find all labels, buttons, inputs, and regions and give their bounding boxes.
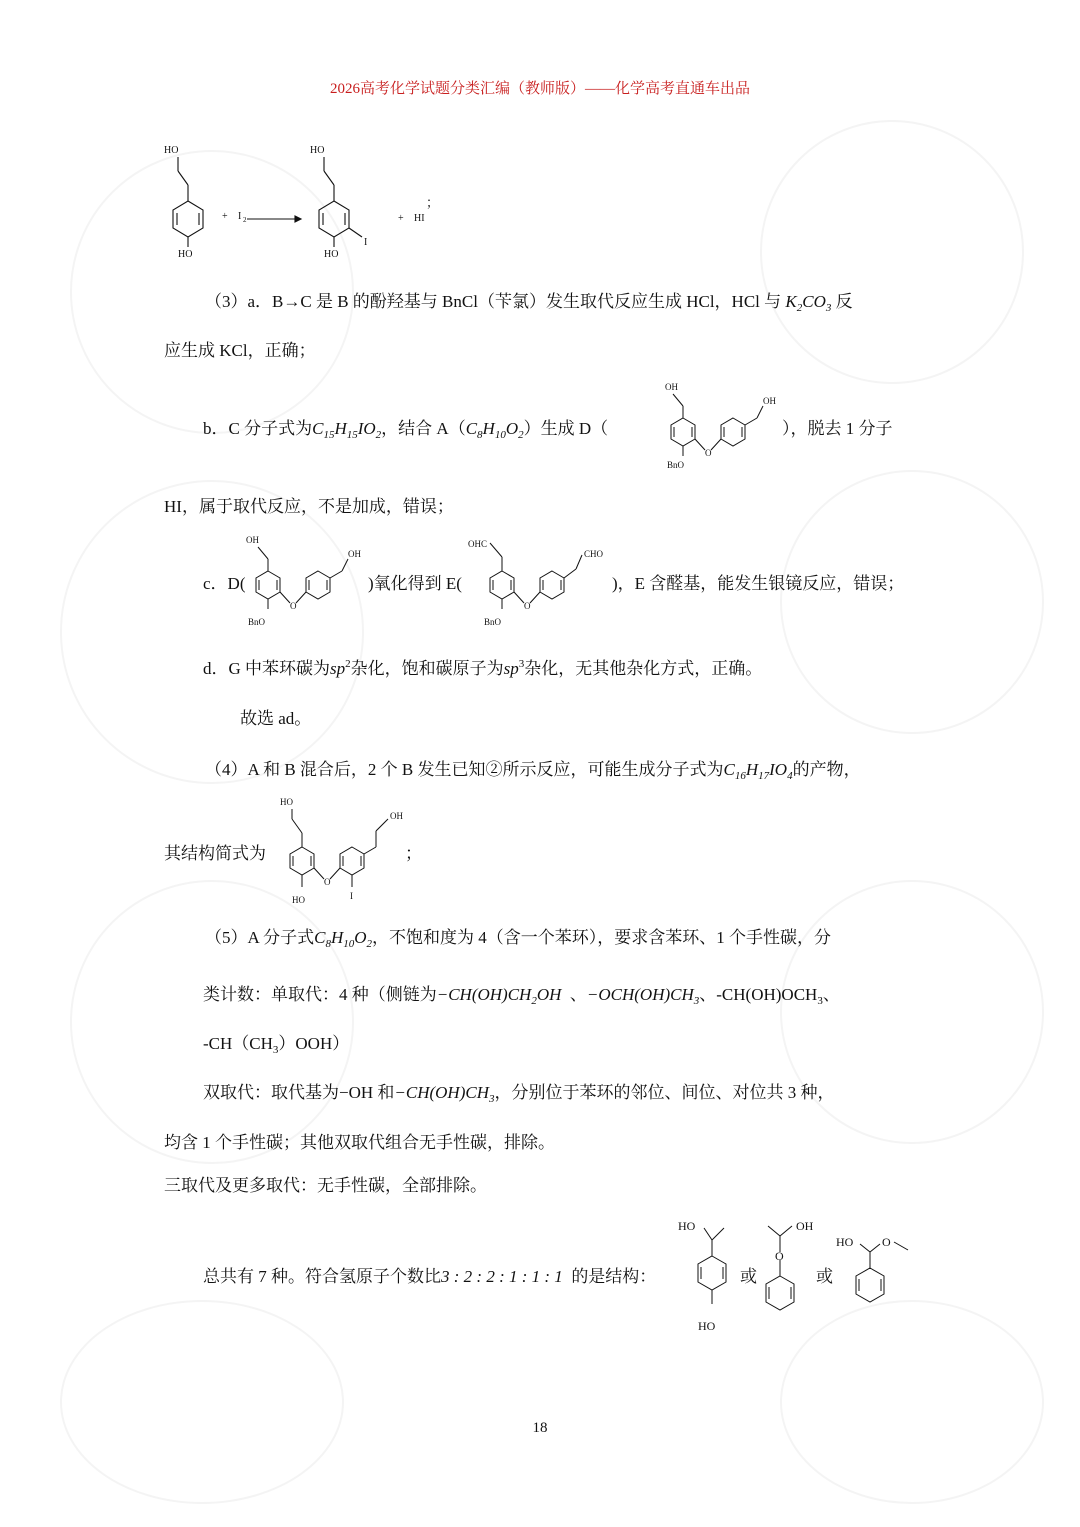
p4-text: （4）A 和 B 混合后，2 个 B 发生已知②所示反应，可能生成分子式为 (205, 760, 724, 779)
formula-k: K (785, 292, 797, 311)
p4-line2: 其结构简式为 (164, 844, 266, 863)
p3d-pre: d．G 中苯环碳为 (203, 659, 331, 678)
sp-sup: 2 (345, 658, 351, 670)
p3b-end: ），脱去 1 分子 (782, 419, 893, 438)
formula-h: H (334, 419, 347, 438)
reaction-i2: I (238, 211, 242, 222)
watermark-circle (60, 1300, 344, 1504)
ho-label: HO (698, 1319, 716, 1333)
answer-structure-1 (676, 1212, 746, 1337)
chain2 (586, 985, 700, 1007)
formula-io: IO (357, 419, 376, 438)
chain4 (394, 1083, 495, 1105)
k2co3-formula (785, 292, 832, 314)
p3c-pre: c．D( (203, 574, 246, 593)
chain-text: -CH（CH (203, 1034, 273, 1053)
h-ratio: 3 : 2 : 2 : 1 : 1 : 1 (441, 1267, 563, 1286)
p5-line4-end: ，分别位于苯环的邻位、间位、对位共 3 种， (494, 1083, 835, 1102)
oh-label: OH (665, 382, 678, 392)
p3a-line2: 应生成 KCl，正确； (164, 341, 316, 360)
formula-sub: 15 (346, 429, 358, 441)
formula-sub: 2 (796, 302, 803, 314)
formula-c: C (723, 760, 735, 779)
formula-c: C (314, 928, 326, 947)
formula-sub: 3 (489, 1093, 495, 1105)
watermark-circle (780, 880, 1044, 1144)
structure-e (466, 533, 616, 633)
p3b-mid: ，结合 A（ (381, 419, 466, 438)
formula-sub: 2 (531, 995, 537, 1007)
sp-label: sp (503, 659, 519, 678)
reaction-i-label: I (364, 237, 368, 248)
reaction-ho-label: HO (324, 249, 339, 260)
formula-sub: 16 (734, 770, 746, 782)
p5-line2 (203, 984, 840, 1006)
p3-answer: 故选 ad。 (240, 709, 312, 728)
p3a-text: （3）a．B→C 是 B 的酚羟基与 BnCl（苄氯）发生取代反应生成 HCl，HCl 与 (205, 292, 782, 311)
p3b-pre: b．C 分子式为 (203, 419, 313, 438)
p4-line1 (205, 759, 861, 781)
formula-c: C (312, 419, 324, 438)
a-formula (465, 419, 524, 441)
formula-sub: 10 (343, 938, 355, 950)
formula-sub: 2 (375, 429, 382, 441)
formula-sub: 8 (477, 429, 483, 441)
p5-line7-end: 的是结构： (571, 1267, 657, 1286)
p5-line3 (203, 1033, 349, 1055)
p5-line5: 均含 1 个手性碳；其他双取代组合无手性碳，排除。 (164, 1133, 555, 1152)
formula-c: C (465, 419, 478, 438)
formula-sub: 3 (693, 995, 700, 1007)
o-label: O (324, 877, 331, 887)
p5-line6: 三取代及更多取代：无手性碳，全部排除。 (164, 1176, 487, 1195)
reaction-plus: + (222, 211, 228, 222)
p3d-end: 杂化，无其他杂化方式，正确。 (524, 659, 763, 678)
chain-text: ）OOH） (278, 1034, 350, 1053)
p5-line2-pre: 类计数：单取代：4 种（侧链为 (203, 985, 437, 1004)
p3d-mid: 杂化，饱和碳原子为 (350, 659, 504, 678)
formula-sub: 3 (272, 1044, 279, 1056)
or-label: 或 (740, 1267, 757, 1286)
reaction-ho-label: HO (164, 145, 179, 156)
formula-sub: 2 (518, 429, 524, 441)
p5-line7-text: 总共有 7 种。符合氢原子个数比 (203, 1267, 441, 1286)
structure-d-small (655, 380, 785, 480)
reaction-i2-sub: 2 (243, 216, 247, 224)
oh-label: OH (348, 549, 361, 559)
p3c-end: )，E 含醛基，能发生银镜反应，错误； (612, 574, 905, 593)
p3c-mid: )氧化得到 E( (368, 574, 462, 593)
formula-h: H (745, 760, 759, 779)
chain-text: −CH(OH)CH (394, 1083, 489, 1102)
oh-label: OH (246, 535, 259, 545)
reaction-scheme (150, 135, 450, 265)
o-label: O (775, 1249, 784, 1263)
formula-o: O (505, 419, 519, 438)
sp-label: sp (330, 659, 346, 678)
p5-end: ，不饱和度为 4（含一个苯环），要求含苯环、1 个手性碳，分 (372, 928, 831, 947)
chain-text: −CH(OH)CH (436, 985, 532, 1004)
separator: 、 (569, 985, 587, 1004)
chain-text: −OCH(OH)CH (586, 985, 694, 1004)
reaction-plus: + (398, 213, 404, 224)
formula-sub: 15 (323, 429, 335, 441)
ohc-label: OHC (468, 539, 488, 549)
reaction-ho-label: HO (178, 249, 193, 260)
sp-sup: 3 (518, 658, 525, 670)
chain-text: OH (536, 985, 562, 1004)
p3a-end: 反 (835, 292, 853, 311)
chain3 (699, 985, 840, 1007)
p5-line4-pre: 双取代：取代基为−OH 和 (203, 1083, 395, 1102)
formula-co: CO (802, 292, 826, 311)
ho-label: HO (836, 1235, 854, 1249)
watermark-circle (760, 120, 1024, 384)
page-number: 18 (532, 1420, 548, 1436)
cho-label: CHO (584, 549, 604, 559)
formula-io: IO (769, 760, 788, 779)
or-label: 或 (816, 1267, 833, 1286)
chain-text: 、-CH(OH)OCH (699, 985, 818, 1004)
p5-line4 (203, 1082, 835, 1104)
p3a-line1 (205, 291, 853, 313)
a-formula (314, 928, 372, 950)
ho-label: HO (678, 1219, 696, 1233)
oh-label: OH (390, 811, 403, 821)
formula-sub: 3 (817, 995, 823, 1007)
ho-label: HO (292, 895, 305, 905)
oh-label: OH (796, 1219, 814, 1233)
formula-sub: 4 (787, 770, 793, 782)
bno-label: BnO (248, 617, 266, 627)
o-label: O (882, 1235, 891, 1249)
formula-sub: 8 (325, 938, 331, 950)
formula-sub: 3 (825, 302, 832, 314)
formula-sub: 2 (366, 938, 372, 950)
formula-o: O (354, 928, 367, 947)
p5-line1 (205, 927, 831, 949)
product-formula (723, 760, 793, 782)
formula-sub: 10 (494, 429, 506, 441)
page-header: 2026高考化学试题分类汇编（教师版）——化学高考直通车出品 (329, 81, 750, 97)
chain1 (436, 985, 562, 1007)
answer-structure-3 (836, 1230, 926, 1325)
ho-label: HO (280, 797, 293, 807)
bno-label: BnO (484, 617, 502, 627)
p3b-mid2: ）生成 D（ (523, 419, 609, 438)
p3b-line2: HI，属于取代反应，不是加成，错误； (164, 497, 454, 516)
p5-pre: （5）A 分子式 (205, 928, 315, 947)
p5-line7 (203, 1266, 656, 1288)
watermark-circle (70, 880, 354, 1164)
reaction-hi: HI (414, 213, 425, 224)
c-formula (312, 419, 382, 441)
formula-h: H (330, 928, 344, 947)
oh-label: OH (763, 396, 776, 406)
structure-product (280, 795, 420, 910)
o-label: O (524, 601, 531, 611)
reaction-ho-label: HO (310, 145, 325, 156)
p4-semicolon: ； (405, 844, 422, 863)
p4-end: 的产物， (792, 760, 861, 779)
p3d-line (203, 658, 762, 680)
formula-sub: 17 (758, 770, 770, 782)
i-label: I (350, 891, 353, 901)
watermark-circle (780, 470, 1044, 734)
structure-d (240, 533, 370, 633)
reaction-semicolon: ； (426, 195, 440, 210)
chain-text: 、 (822, 985, 840, 1004)
o-label: O (290, 601, 297, 611)
p3b-line1 (203, 418, 608, 440)
o-label: O (705, 448, 712, 458)
bno-label: BnO (667, 460, 685, 470)
formula-h: H (482, 419, 495, 438)
